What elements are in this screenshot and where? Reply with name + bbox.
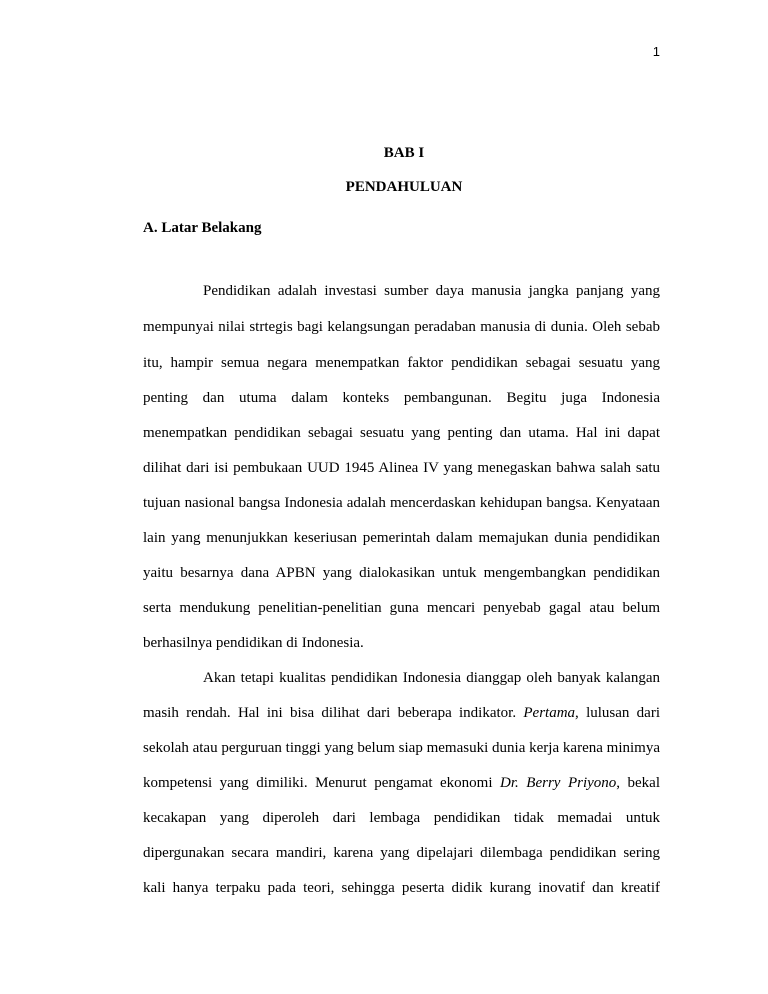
text-line: [143, 809, 660, 827]
chapter-label: BAB I: [383, 145, 425, 161]
text-line: [143, 389, 660, 407]
text-segment: mempunyai nilai strtegis bagi kelangsungan peradaban manusia di dunia. Oleh sebab: [143, 319, 660, 335]
text-line: [143, 459, 660, 477]
text-segment: penting dan utuma dalam konteks pembangunan. Begitu juga Indonesia: [143, 390, 660, 406]
text-segment: tujuan nasional bangsa Indonesia adalah mencerdaskan kehidupan bangsa. Kenyataan: [143, 495, 660, 511]
text-segment: kompetensi yang dimiliki. Menurut pengamat ekonomi: [143, 775, 501, 791]
italic-name: Dr. Berry Priyono: [500, 775, 617, 791]
chapter-title: PENDAHULUAN: [345, 179, 463, 195]
page-number: 1: [652, 44, 660, 59]
text-segment: serta mendukung penelitian-penelitian guna mencari penyebab gagal atau belum: [143, 600, 660, 616]
text-segment: Pendidikan adalah investasi sumber daya manusia jangka panjang yang: [203, 283, 660, 299]
text-segment: lain yang menunjukkan keseriusan pemerintah dalam memajukan dunia pendidikan: [143, 530, 660, 546]
section-heading: A. Latar Belakang: [143, 220, 262, 236]
text-line: [143, 844, 660, 862]
text-segment: masih rendah. Hal ini bisa dilihat dari beberapa indikator.: [143, 705, 524, 721]
text-segment: , lulusan dari: [575, 705, 660, 721]
text-segment: menempatkan pendidikan sebagai sesuatu yang penting dan utama. Hal ini dapat: [143, 425, 660, 441]
italic-term: Pertama: [523, 705, 576, 721]
text-segment: yaitu besarnya dana APBN yang dialokasikan untuk mengembangkan pendidikan: [143, 565, 660, 581]
text-line: [203, 669, 660, 687]
text-segment: itu, hampir semua negara menempatkan faktor pendidikan sebagai sesuatu yang: [143, 355, 660, 371]
text-line: [143, 774, 660, 792]
text-line: [143, 354, 660, 372]
text-line: [143, 704, 660, 722]
text-segment: Akan tetapi kualitas pendidikan Indonesia dianggap oleh banyak kalangan: [203, 670, 660, 686]
text-segment: dipergunakan secara mandiri, karena yang dipelajari dilembaga pendidikan sering: [143, 845, 660, 861]
text-line: [143, 564, 660, 582]
text-line: [143, 634, 660, 652]
text-segment: , bekal: [616, 775, 660, 791]
text-segment: sekolah atau perguruan tinggi yang belum siap memasuki dunia kerja karena minimya: [143, 740, 660, 756]
text-segment: kecakapan yang diperoleh dari lembaga pendidikan tidak memadai untuk: [143, 810, 660, 826]
text-segment: berhasilnya pendidikan di Indonesia.: [143, 635, 364, 651]
text-line: [143, 739, 660, 757]
text-line: [143, 879, 660, 897]
text-line: [143, 599, 660, 617]
text-line: [143, 424, 660, 442]
text-line: [203, 282, 660, 300]
text-line: [143, 529, 660, 547]
text-segment: dilihat dari isi pembukaan UUD 1945 Alinea IV yang menegaskan bahwa salah satu: [143, 460, 660, 476]
text-line: [143, 494, 660, 512]
text-line: [143, 318, 660, 336]
text-segment: kali hanya terpaku pada teori, sehingga peserta didik kurang inovatif dan kreatif: [143, 880, 660, 896]
